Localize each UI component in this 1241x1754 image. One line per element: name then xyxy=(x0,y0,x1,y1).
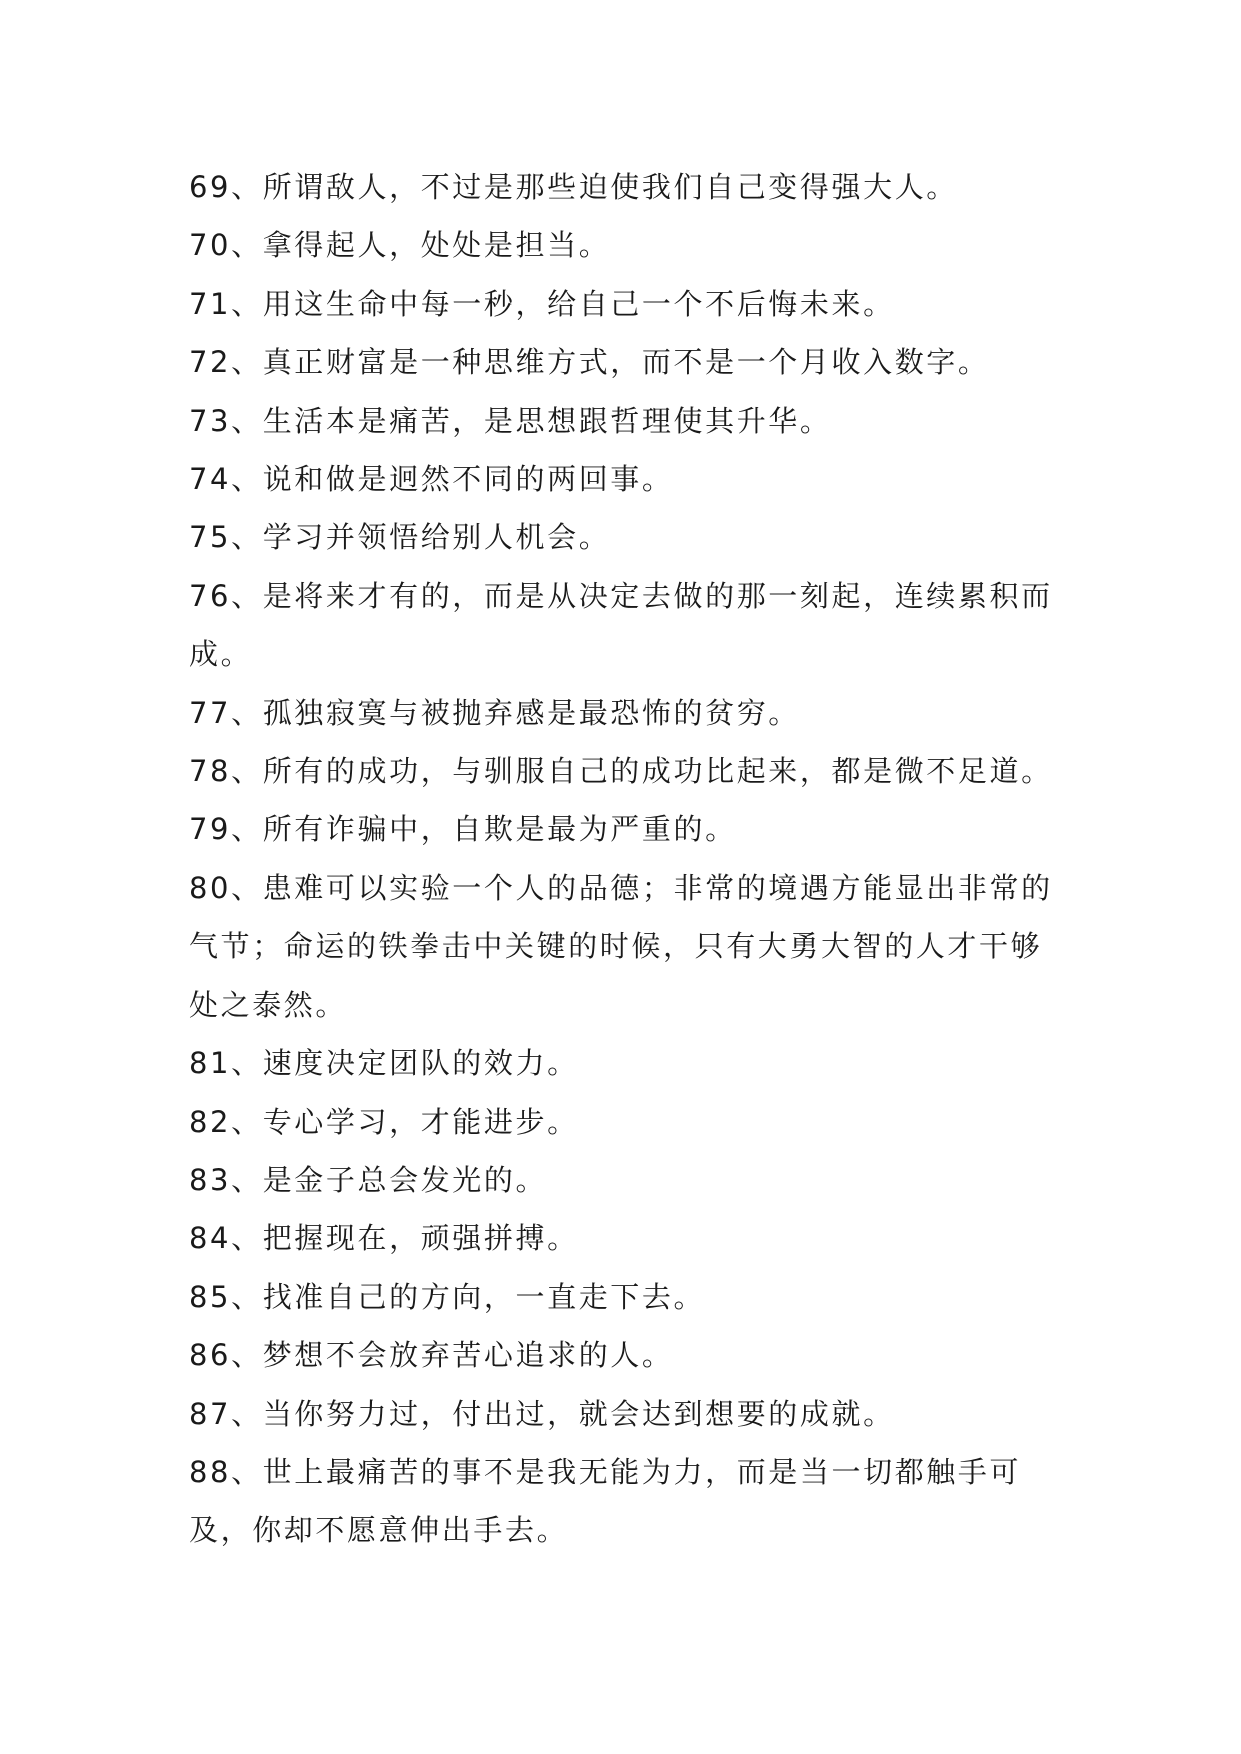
list-item: 88、世上最痛苦的事不是我无能为力，而是当一切都触手可及，你却不愿意伸出手去。 xyxy=(189,1454,1022,1548)
list-item: 86、梦想不会放弃苦心追求的人。 xyxy=(189,1338,674,1373)
list-item: 72、真正财富是一种思维方式，而不是一个月收入数字。 xyxy=(189,345,990,380)
document-body xyxy=(189,158,1069,1560)
list-item: 80、患难可以实验一个人的品德；非常的境遇方能显出非常的气节；命运的铁拳击中关键的时候，只有大勇大智的人才干够处之泰然。 xyxy=(189,870,1053,1022)
list-item: 84、把握现在，顽强拼搏。 xyxy=(189,1221,579,1256)
list-item: 69、所谓敌人，不过是那些迫使我们自己变得强大人。 xyxy=(189,170,958,204)
list-item: 75、学习并领悟给别人机会。 xyxy=(189,520,611,555)
list-item: 85、找准自己的方向，一直走下去。 xyxy=(189,1279,706,1314)
list-item: 70、拿得起人，处处是担当。 xyxy=(189,228,611,263)
list-item: 73、生活本是痛苦，是思想跟哲理使其升华。 xyxy=(189,403,832,438)
list-item: 74、说和做是迥然不同的两回事。 xyxy=(189,462,674,497)
list-item: 83、是金子总会发光的。 xyxy=(189,1162,548,1197)
list-item: 78、所有的成功，与驯服自己的成功比起来，都是微不足道。 xyxy=(189,754,1053,789)
list-item: 79、所有诈骗中，自欺是最为严重的。 xyxy=(189,812,737,847)
list-item: 71、用这生命中每一秒，给自己一个不后悔未来。 xyxy=(189,286,895,321)
list-item: 82、专心学习，才能进步。 xyxy=(189,1104,579,1139)
list-item: 76、是将来才有的，而是从决定去做的那一刻起，连续累积而成。 xyxy=(189,578,1053,672)
list-item: 81、速度决定团队的效力。 xyxy=(189,1046,579,1081)
list-item: 87、当你努力过，付出过，就会达到想要的成就。 xyxy=(189,1396,895,1431)
list-item: 77、孤独寂寞与被抛弃感是最恐怖的贫穷。 xyxy=(189,695,800,730)
